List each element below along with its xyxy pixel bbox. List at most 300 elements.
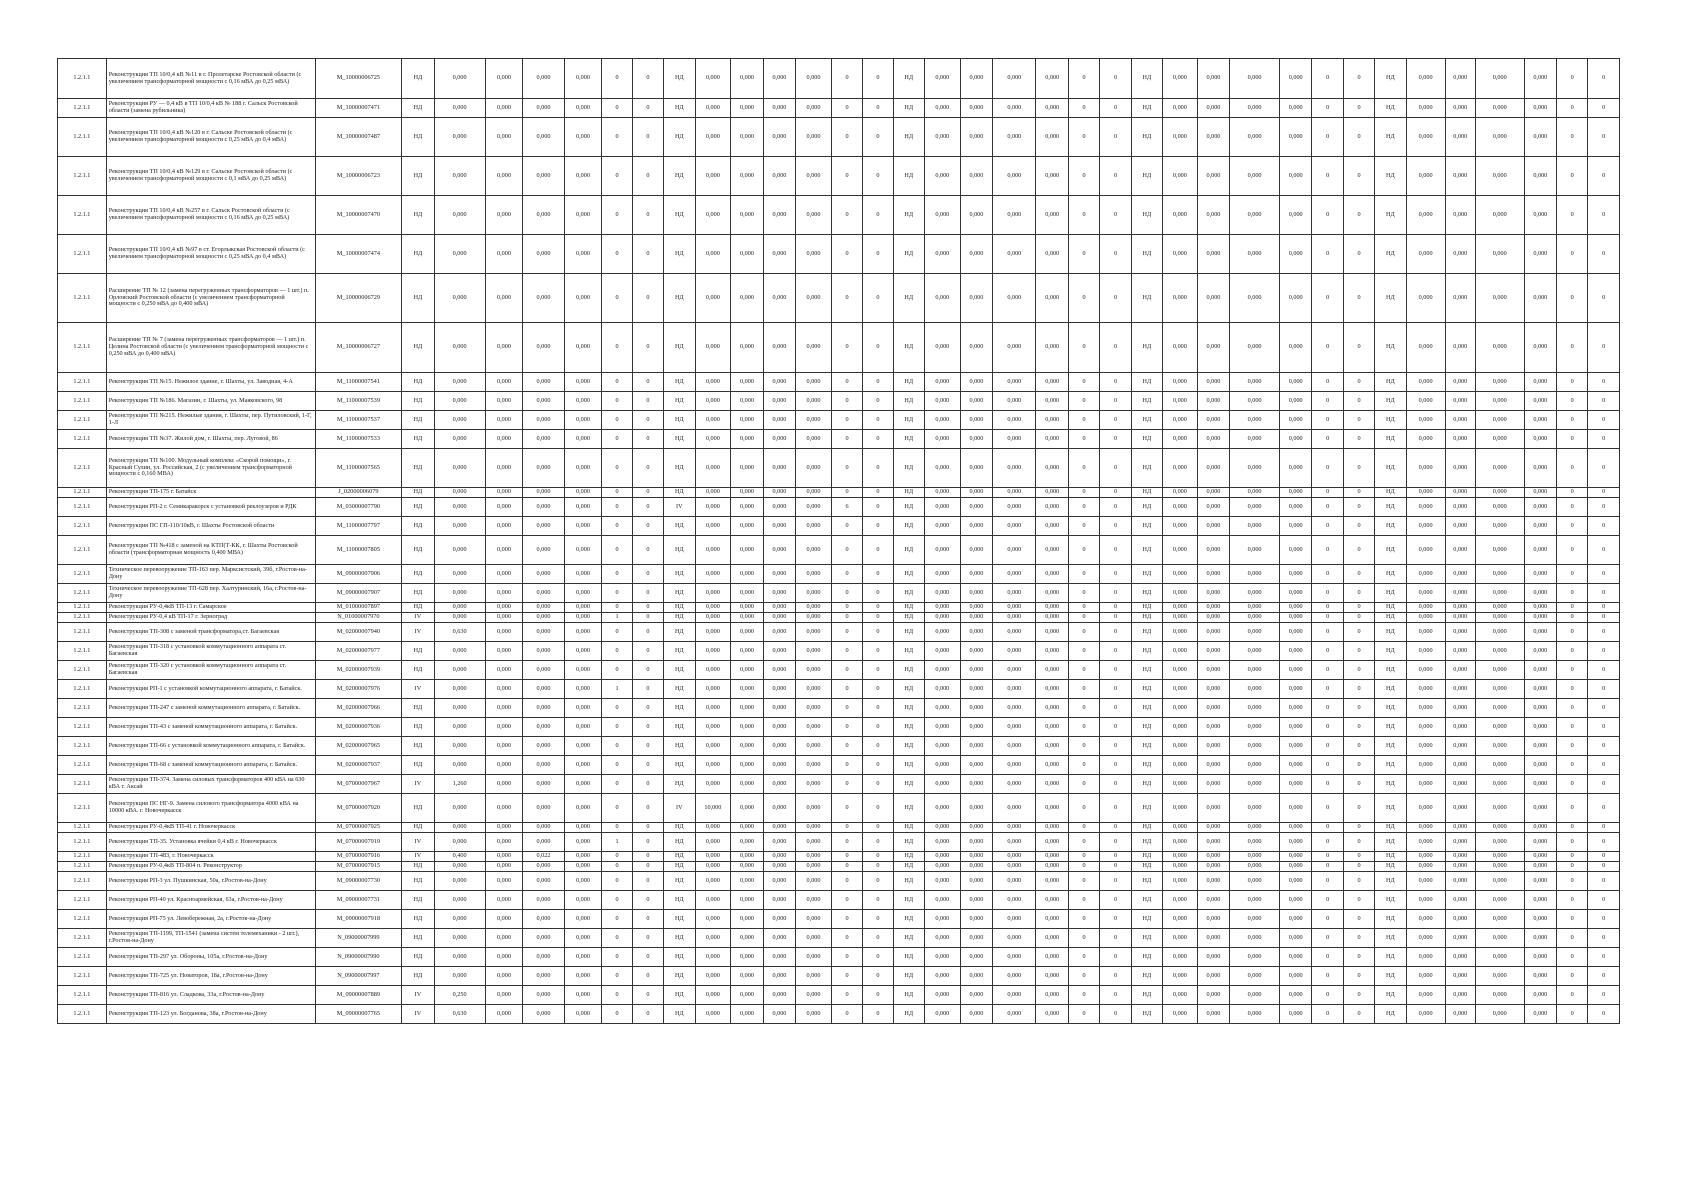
value-cell: 0,000 [796,584,832,603]
value-cell: 0,000 [1475,699,1524,718]
project-name-cell: Реконструкция ТП №215. Нежилые здания, г. Шахты, пер. Путиловский, 1-Г, 1-Л [106,411,315,430]
value-cell: 0,000 [1524,118,1556,157]
value-cell: 0 [1557,392,1588,411]
value-cell: 0,000 [523,948,564,967]
value-cell: 0,000 [960,823,992,833]
value-cell: 0 [1588,823,1620,833]
status-cell: НД [893,862,924,872]
value-cell: 0,000 [695,1005,731,1024]
status-cell: НД [664,157,695,196]
value-cell: 0,000 [1445,488,1475,498]
value-cell: 0,000 [1445,603,1475,613]
value-cell: 0,000 [763,157,795,196]
value-cell: 6 [831,498,862,517]
value-cell: 0,000 [1163,430,1198,449]
value-cell: 0 [863,498,893,517]
value-cell: 0 [1100,910,1131,929]
value-cell: 0 [1068,613,1099,623]
value-cell: 0,000 [1036,756,1068,775]
value-cell: 0,000 [1406,157,1445,196]
value-cell: 0,000 [1197,823,1229,833]
value-cell: 0,000 [1197,488,1229,498]
value-cell: 0,000 [434,196,485,235]
item-number-cell: 1.2.1.1 [58,661,107,680]
value-cell: 0,000 [993,323,1036,373]
value-cell: 0 [1100,235,1131,274]
status-cell: НД [1131,430,1162,449]
value-cell: 0,630 [434,623,485,642]
value-cell: 0,000 [1230,623,1280,642]
status-cell: НД [1131,661,1162,680]
status-cell: НД [1131,756,1162,775]
value-cell: 0,000 [1279,642,1311,661]
value-cell: 0 [1312,794,1343,823]
value-cell: 0 [1557,603,1588,613]
status-cell: НД [1375,642,1406,661]
value-cell: 0,000 [564,737,602,756]
project-name-cell: Реконструкция ТП-725 ул. Новаторов, 18а, г.Ростов-на-Дону [106,967,315,986]
status-cell: НД [1375,699,1406,718]
item-number-cell: 1.2.1.1 [58,737,107,756]
value-cell: 0,000 [1445,680,1475,699]
value-cell: 0 [863,699,893,718]
value-cell: 0 [863,756,893,775]
value-cell: 0,000 [523,967,564,986]
value-cell: 0,000 [523,411,564,430]
item-number-cell: 1.2.1.1 [58,536,107,565]
value-cell: 0 [831,775,862,794]
value-cell: 0,000 [1445,613,1475,623]
investment-program-table [57,58,1620,1024]
value-cell: 0 [831,756,862,775]
status-cell: НД [893,488,924,498]
value-cell: 0,000 [1524,99,1556,118]
value-cell: 0,000 [695,967,731,986]
value-cell: 0,000 [1163,157,1198,196]
value-cell: 0 [1557,411,1588,430]
value-cell: 0,000 [1197,756,1229,775]
value-cell: 0,000 [523,862,564,872]
value-cell: 0,000 [960,603,992,613]
value-cell: 0 [1343,862,1374,872]
value-cell: 0,000 [434,862,485,872]
value-cell: 0,000 [485,59,523,99]
value-cell: 0,000 [731,235,763,274]
value-cell: 0,000 [960,430,992,449]
value-cell: 0 [632,430,663,449]
value-cell: 0,000 [1445,642,1475,661]
value-cell: 0 [1343,775,1374,794]
project-code-cell: M_11000007539 [315,392,402,411]
table-row [58,118,1620,157]
value-cell: 0,000 [763,862,795,872]
value-cell: 0,000 [993,1005,1036,1024]
value-cell: 0 [1588,235,1620,274]
value-cell: 0 [1068,967,1099,986]
value-cell: 0,000 [1163,584,1198,603]
value-cell: 0 [831,642,862,661]
value-cell: 0,000 [485,891,523,910]
value-cell: 0,000 [1406,274,1445,323]
value-cell: 0 [1100,891,1131,910]
value-cell: 0,000 [523,1005,564,1024]
project-name-cell: Реконструкция ТП-308 с заменой трансформатора,ст. Багаевская [106,623,315,642]
value-cell: 0,000 [1230,680,1280,699]
value-cell: 0 [1588,967,1620,986]
value-cell: 0,000 [1036,794,1068,823]
value-cell: 0,000 [1475,488,1524,498]
value-cell: 0,000 [523,775,564,794]
value-cell: 0 [863,833,893,852]
status-cell: НД [893,891,924,910]
value-cell: 0,000 [1475,986,1524,1005]
status-cell: НД [1375,488,1406,498]
value-cell: 0,000 [924,737,960,756]
value-cell: 0,000 [796,699,832,718]
value-cell: 0,000 [731,862,763,872]
status-cell: НД [402,699,434,718]
value-cell: 0,000 [1163,323,1198,373]
status-cell: НД [893,613,924,623]
value-cell: 0,000 [695,196,731,235]
value-cell: 0,000 [924,323,960,373]
value-cell: 0,000 [1036,517,1068,536]
status-cell: НД [402,891,434,910]
value-cell: 0 [632,613,663,623]
value-cell: 0,000 [796,948,832,967]
value-cell: 0,000 [796,196,832,235]
value-cell: 0,000 [763,737,795,756]
value-cell: 0 [1068,235,1099,274]
status-cell: НД [893,794,924,823]
value-cell: 0,000 [1524,718,1556,737]
value-cell: 0,000 [564,536,602,565]
value-cell: 0,000 [796,449,832,488]
value-cell: 0,000 [731,948,763,967]
value-cell: 0 [1588,718,1620,737]
status-cell: НД [402,59,434,99]
value-cell: 0,000 [1445,274,1475,323]
project-code-cell: J_02000006079 [315,488,402,498]
value-cell: 0 [632,833,663,852]
value-cell: 0,400 [434,852,485,862]
value-cell: 0,000 [924,235,960,274]
value-cell: 0,000 [1406,536,1445,565]
status-cell: НД [402,862,434,872]
value-cell: 0,000 [763,948,795,967]
value-cell: 0 [1100,680,1131,699]
value-cell: 0,000 [960,756,992,775]
value-cell: 0 [863,274,893,323]
project-name-cell: Расширение ТП № 7 (замена перегруженных трансформаторов — 1 шт.) п. Целина Ростовской области (с увеличением трансформаторной мощности с 0,250 мВА до 0,400 мВА) [106,323,315,373]
value-cell: 0 [863,430,893,449]
value-cell: 0 [1343,584,1374,603]
value-cell: 0,000 [1406,373,1445,392]
value-cell: 0,000 [1230,517,1280,536]
value-cell: 0 [1557,323,1588,373]
value-cell: 0 [831,737,862,756]
value-cell: 0,000 [1406,449,1445,488]
status-cell: НД [664,929,695,948]
value-cell: 0,000 [1406,196,1445,235]
value-cell: 0 [1312,157,1343,196]
value-cell: 0,000 [1163,59,1198,99]
value-cell: 0,000 [564,680,602,699]
value-cell: 0,000 [1279,967,1311,986]
value-cell: 0,000 [1475,373,1524,392]
value-cell: 0,000 [993,852,1036,862]
item-number-cell: 1.2.1.1 [58,235,107,274]
value-cell: 0 [1343,613,1374,623]
value-cell: 0,000 [1197,323,1229,373]
value-cell: 0 [863,948,893,967]
value-cell: 0,000 [1406,699,1445,718]
value-cell: 0 [863,794,893,823]
value-cell: 0 [863,584,893,603]
table-row [58,986,1620,1005]
value-cell: 0,000 [1036,910,1068,929]
value-cell: 0 [831,680,862,699]
value-cell: 0 [1312,910,1343,929]
status-cell: НД [664,833,695,852]
value-cell: 0,000 [1406,872,1445,891]
value-cell: 0 [1100,196,1131,235]
value-cell: 0,000 [960,392,992,411]
value-cell: 0 [1557,235,1588,274]
value-cell: 0,000 [1524,680,1556,699]
value-cell: 0 [1588,910,1620,929]
table-row [58,862,1620,872]
value-cell: 0 [1588,99,1620,118]
status-cell: НД [893,603,924,613]
value-cell: 0,000 [1406,235,1445,274]
status-cell: НД [1131,603,1162,613]
item-number-cell: 1.2.1.1 [58,967,107,986]
value-cell: 0,000 [1036,536,1068,565]
project-name-cell: Реконструкция ТП-175 г. Батайск [106,488,315,498]
value-cell: 0,000 [1279,823,1311,833]
value-cell: 0 [1343,794,1374,823]
status-cell: НД [402,584,434,603]
value-cell: 0,000 [564,59,602,99]
value-cell: 0,000 [924,823,960,833]
value-cell: 0 [1312,196,1343,235]
status-cell: НД [1375,392,1406,411]
value-cell: 0 [1588,488,1620,498]
value-cell: 0,000 [1230,536,1280,565]
value-cell: 0,000 [1406,833,1445,852]
value-cell: 0,000 [485,99,523,118]
value-cell: 0,000 [564,948,602,967]
value-cell: 0,000 [695,157,731,196]
value-cell: 0,000 [695,613,731,623]
value-cell: 0 [1588,118,1620,157]
value-cell: 0,000 [731,274,763,323]
status-cell: НД [893,642,924,661]
value-cell: 0,000 [695,852,731,862]
value-cell: 0 [1100,986,1131,1005]
value-cell: 0,000 [1445,449,1475,488]
value-cell: 0,000 [1445,373,1475,392]
status-cell: IV [402,852,434,862]
status-cell: IV [402,833,434,852]
project-code-cell: M_11000007805 [315,536,402,565]
table-row [58,392,1620,411]
value-cell: 0,000 [1406,910,1445,929]
value-cell: 0 [863,488,893,498]
value-cell: 0 [1557,488,1588,498]
value-cell: 0,000 [763,517,795,536]
value-cell: 0 [1100,449,1131,488]
value-cell: 0 [632,680,663,699]
value-cell: 0 [1068,852,1099,862]
status-cell: НД [893,823,924,833]
value-cell: 0 [1312,1005,1343,1024]
value-cell: 1 [602,613,632,623]
value-cell: 0,000 [1036,118,1068,157]
value-cell: 0,000 [695,274,731,323]
value-cell: 0,000 [924,891,960,910]
value-cell: 0,000 [695,862,731,872]
value-cell: 0,000 [564,613,602,623]
value-cell: 0,000 [960,852,992,862]
status-cell: НД [1375,235,1406,274]
value-cell: 0 [831,613,862,623]
status-cell: НД [1131,872,1162,891]
value-cell: 0,000 [1406,642,1445,661]
value-cell: 0,000 [434,565,485,584]
value-cell: 0,000 [1230,498,1280,517]
value-cell: 0 [1068,584,1099,603]
value-cell: 0,000 [1475,1005,1524,1024]
value-cell: 0,000 [731,661,763,680]
value-cell: 0,000 [1163,603,1198,613]
value-cell: 0,000 [1279,536,1311,565]
value-cell: 0,000 [1524,498,1556,517]
status-cell: НД [1375,967,1406,986]
value-cell: 0,000 [1406,852,1445,862]
item-number-cell: 1.2.1.1 [58,833,107,852]
value-cell: 0,000 [1279,274,1311,323]
value-cell: 0,000 [564,488,602,498]
status-cell: НД [893,623,924,642]
value-cell: 0,000 [523,891,564,910]
status-cell: НД [1375,948,1406,967]
value-cell: 0 [1312,872,1343,891]
value-cell: 0 [863,661,893,680]
value-cell: 0,000 [1279,948,1311,967]
value-cell: 0,000 [1163,517,1198,536]
value-cell: 0,000 [1475,623,1524,642]
value-cell: 0,000 [796,498,832,517]
project-code-cell: M_09000007906 [315,565,402,584]
project-name-cell: Реконструкция РП-1 с установкой коммутационного аппарата, г. Батайск. [106,680,315,699]
value-cell: 0 [1557,852,1588,862]
project-code-cell: M_10000007470 [315,196,402,235]
value-cell: 0,000 [1197,99,1229,118]
project-code-cell: M_09000007889 [315,986,402,1005]
project-name-cell: Реконструкция ТП-66 с установкой коммутационного аппарата, г. Батайск. [106,737,315,756]
value-cell: 0 [1343,517,1374,536]
value-cell: 0,000 [1524,794,1556,823]
value-cell: 0,000 [1445,517,1475,536]
table-row [58,449,1620,488]
value-cell: 0,000 [924,59,960,99]
table-row [58,642,1620,661]
value-cell: 0,000 [763,118,795,157]
value-cell: 0,000 [1524,603,1556,613]
value-cell: 0,000 [731,891,763,910]
item-number-cell: 1.2.1.1 [58,613,107,623]
status-cell: НД [664,411,695,430]
value-cell: 0 [1068,373,1099,392]
value-cell: 0,000 [763,718,795,737]
value-cell: 0,000 [796,891,832,910]
value-cell: 0 [632,718,663,737]
value-cell: 0,000 [796,756,832,775]
value-cell: 0,000 [960,613,992,623]
value-cell: 0,000 [695,488,731,498]
project-name-cell: Реконструкция ТП-374. Замена силовых трансформаторов 400 кВА на 630 кВА г. Аксай [106,775,315,794]
value-cell: 0,000 [1036,613,1068,623]
value-cell: 0,000 [1524,536,1556,565]
status-cell: НД [1375,274,1406,323]
value-cell: 0,000 [1036,680,1068,699]
value-cell: 0 [1588,498,1620,517]
value-cell: 0 [863,775,893,794]
value-cell: 0,000 [731,823,763,833]
value-cell: 0,000 [960,411,992,430]
value-cell: 0 [602,910,632,929]
value-cell: 0,000 [695,823,731,833]
value-cell: 0 [1312,392,1343,411]
project-name-cell: Реконструкция ТП-318 с установкой коммутационного аппарата ст. Багаевская [106,642,315,661]
value-cell: 0,000 [695,680,731,699]
value-cell: 0,000 [993,536,1036,565]
value-cell: 0,000 [731,392,763,411]
value-cell: 0,000 [763,986,795,1005]
value-cell: 0,000 [960,699,992,718]
value-cell: 0 [863,517,893,536]
value-cell: 0 [1588,642,1620,661]
project-name-cell: Реконструкция ТП №37. Жилой дом, г. Шахты, пер. Луговой, 86 [106,430,315,449]
value-cell: 0,000 [763,1005,795,1024]
value-cell: 0,000 [485,775,523,794]
project-code-cell: M_02000007977 [315,642,402,661]
status-cell: НД [1375,196,1406,235]
value-cell: 0,000 [695,986,731,1005]
value-cell: 0,000 [731,411,763,430]
value-cell: 0,000 [434,392,485,411]
value-cell: 0,000 [1197,498,1229,517]
value-cell: 0,000 [434,449,485,488]
value-cell: 0 [602,718,632,737]
value-cell: 0 [632,536,663,565]
value-cell: 0 [1557,833,1588,852]
value-cell: 0,000 [1475,323,1524,373]
value-cell: 0 [831,373,862,392]
value-cell: 0 [1343,196,1374,235]
status-cell: НД [402,823,434,833]
value-cell: 0 [1343,603,1374,613]
value-cell: 0 [831,986,862,1005]
item-number-cell: 1.2.1.1 [58,623,107,642]
status-cell: НД [664,373,695,392]
value-cell: 0,000 [1445,737,1475,756]
value-cell: 0,000 [1406,411,1445,430]
value-cell: 0,000 [1163,794,1198,823]
value-cell: 0,000 [1230,488,1280,498]
